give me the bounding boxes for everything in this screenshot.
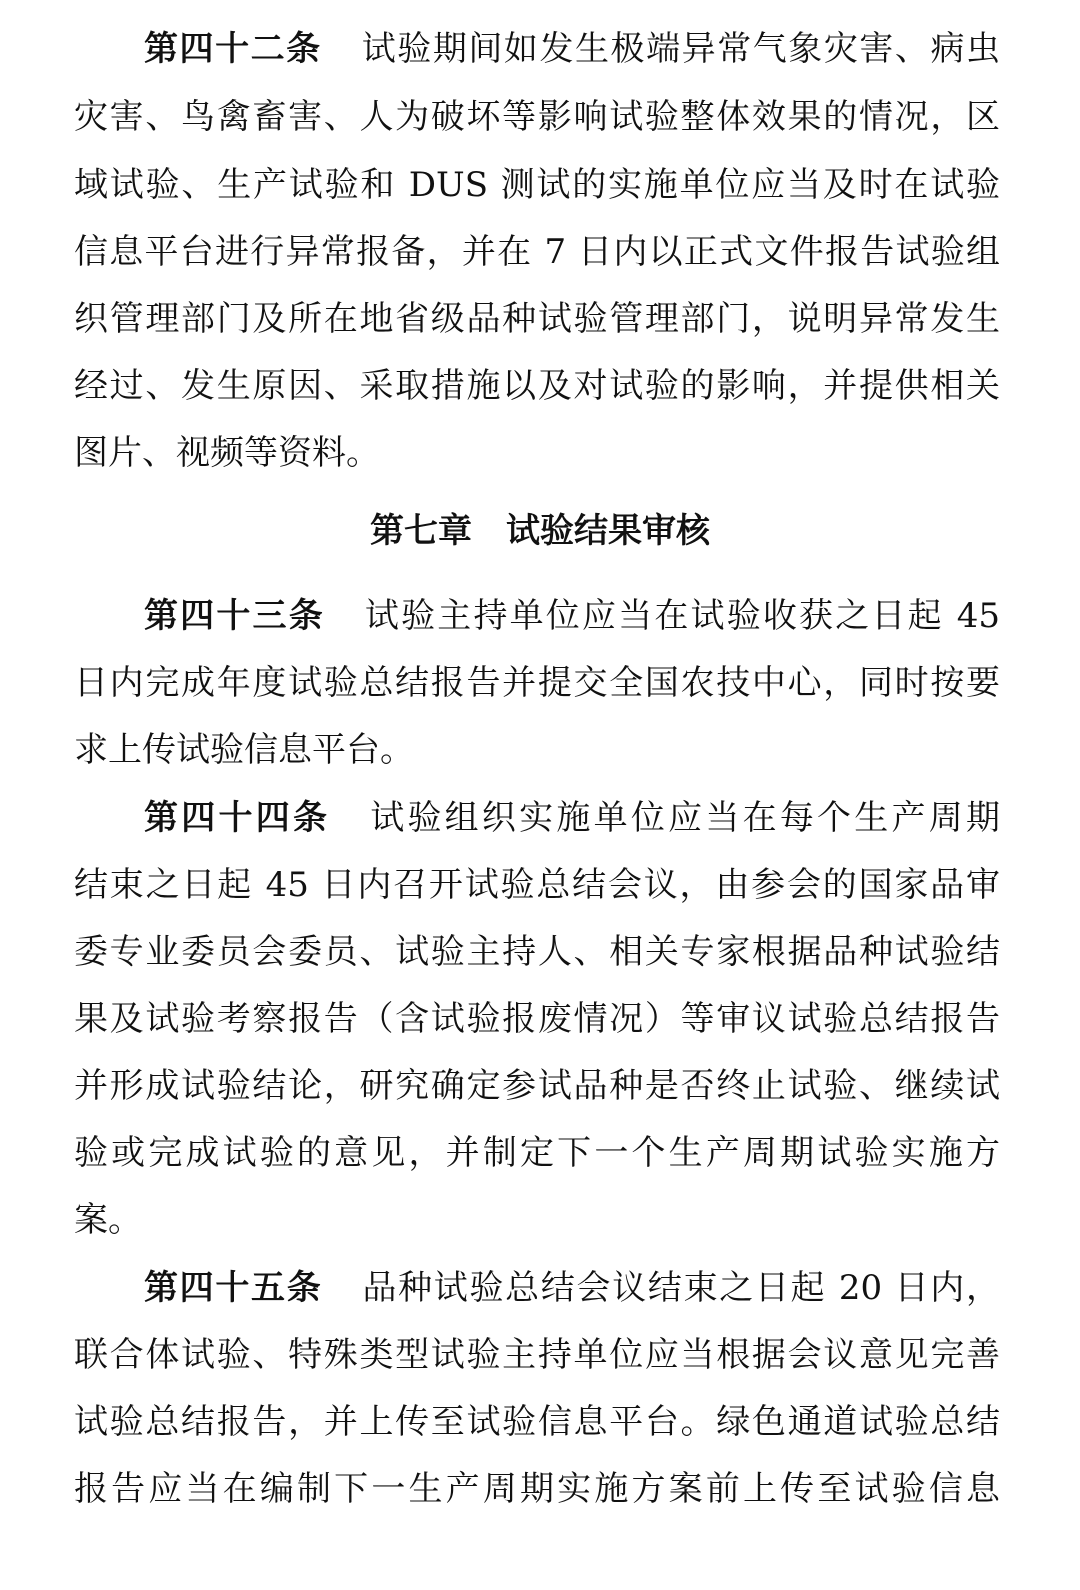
- article-42-line-2: 灾害、鸟禽畜害、人为破坏等影响试验整体效果的情况，区: [74, 97, 1000, 137]
- article-45-line-2: 联合体试验、特殊类型试验主持单位应当根据会议意见完善: [74, 1335, 1000, 1375]
- article-42-line-1: [144, 16, 1000, 82]
- article-44-line-3: 委专业委员会委员、试验主持人、相关专家根据品种试验结: [74, 932, 1000, 972]
- article-44-line-6: 验或完成试验的意见，并制定下一个生产周期试验实施方: [74, 1133, 1000, 1173]
- article-44-text-1: 试验组织实施单位应当在每个生产周期: [370, 798, 1000, 838]
- article-44-line-4: 果及试验考察报告（含试验报废情况）等审议试验总结报告: [74, 999, 1000, 1039]
- article-42-line-4: 信息平台进行异常报备，并在 7 日内以正式文件报告试验组: [74, 232, 1000, 272]
- article-43-line-2: 日内完成年度试验总结报告并提交全国农技中心，同时按要: [74, 663, 1000, 703]
- article-42-line-6: 经过、发生原因、采取措施以及对试验的影响，并提供相关: [74, 366, 1000, 406]
- article-43-line-3: 求上传试验信息平台。: [74, 730, 414, 770]
- article-42-text-1: 试验期间如发生极端异常气象灾害、病虫: [361, 29, 1000, 69]
- article-42-line-7: 图片、视频等资料。: [74, 433, 380, 473]
- article-42-line-3: 域试验、生产试验和 DUS 测试的实施单位应当及时在试验: [74, 165, 1000, 205]
- article-45-line-1: [144, 1255, 1000, 1321]
- article-44-line-5: 并形成试验结论，研究确定参试品种是否终止试验、继续试: [74, 1066, 1000, 1106]
- article-45-text-1: 品种试验总结会议结束之日起 20 日内，: [362, 1268, 1000, 1308]
- article-44-line-7: 案。: [74, 1200, 142, 1240]
- article-44-line-1: [144, 785, 1000, 851]
- article-44-title: 第四十四条: [144, 798, 331, 838]
- article-43-text-1: 试验主持单位应当在试验收获之日起 45: [364, 596, 1000, 636]
- article-42-line-5: 织管理部门及所在地省级品种试验管理部门，说明异常发生: [74, 299, 1000, 339]
- article-45-line-3: 试验总结报告，并上传至试验信息平台。绿色通道试验总结: [74, 1402, 1000, 1442]
- article-45-title: 第四十五条: [144, 1268, 323, 1308]
- chapter-7-heading: 第七章 试验结果审核: [370, 511, 710, 551]
- article-43-title: 第四十三条: [144, 596, 325, 636]
- article-43-line-1: [144, 583, 1000, 649]
- article-45-line-4: 报告应当在编制下一生产周期实施方案前上传至试验信息: [74, 1469, 1000, 1509]
- article-42-title: 第四十二条: [144, 29, 322, 69]
- article-44-line-2: 结束之日起 45 日内召开试验总结会议，由参会的国家品审: [74, 865, 1000, 905]
